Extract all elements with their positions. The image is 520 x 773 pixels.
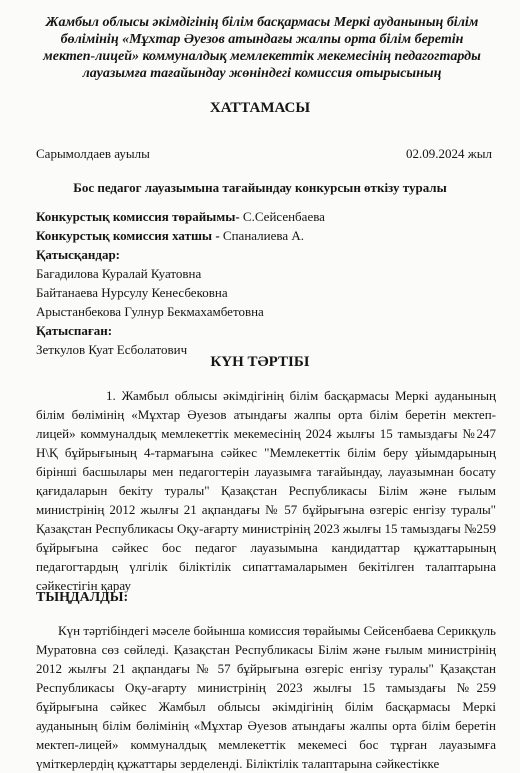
chair-label: Конкурстық комиссия төрайымы-	[36, 209, 240, 224]
document-title: Жамбыл облысы әкімдігінің білім басқармасы Меркі ауданының білім бөлімінің «Мұхтар Әуезов атындағы жалпы орта білім беретін мектеп-лицей» коммуналдық мемлекеттік мекемесінің педагогтарды лауазымға тағайындау жөніндегі комиссия отырысының	[43, 15, 481, 81]
place: Сарымолдаев ауылы	[36, 146, 150, 161]
secretary-line	[36, 226, 496, 245]
agenda-item: 1. Жамбыл облысы әкімдігінің білім басқармасы Меркі ауданының білім бөлімінің «Мұхтар Әуезов атындағы жалпы орта білім беретін мектеп-лицей» коммуналдық мемлекеттік мекемесінің 2024 жылғы 15 тамыздағы №247 Н\Қ бұйрығының 4-тармағына сәйкес "Мемлекеттік білім беру ұйымдарының бірінші басшылары мен педагогтерін лауазымға тағайындау, лауазымнан босату қағидаларын бекіту туралы" Қазақстан Республикасы Білім және ғылым министрінің 2012 жылғы 21 ақпандағы № 57 бұйрығына өзгеріс енгізу туралы" Қазақстан Республикасы Оқу-ағарту министрінің 2023 жылғы 15 тамыздағы №259 бұйрығына сәйкес бос педагог лауазымына кандидаттар құжаттарының педагогтардың үлгілік біліктілік сипаттамаларымен бекітілген талаптарына сәйкестігін қарау	[36, 388, 496, 593]
chair-name: С.Сейсенбаева	[239, 209, 325, 224]
participant-3: Арыстанбекова Гулнур Бекмахамбетовна	[36, 304, 264, 319]
protocol-heading: ХАТТАМАСЫ	[209, 100, 311, 116]
meeting-subject: Бос педагог лауазымына тағайындау конкурсын өткізу туралы	[73, 180, 447, 195]
participant-2: Байтанаева Нурсулу Кенесбековна	[36, 285, 228, 300]
listened-heading: ТЫҢДАЛДЫ:	[36, 590, 129, 605]
chair-line	[36, 207, 496, 226]
date: 02.09.2024 жыл	[406, 146, 492, 161]
secretary-label: Конкурстық комиссия хатшы -	[36, 228, 220, 243]
absent-label: Қатыспаған:	[36, 323, 113, 338]
listened-text: Күн тәртібіндегі мәселе бойынша комиссия төрайымы Сейсенбаева Серикқуль Муратовна сөз сөйледі. Қазақстан Республикасы Білім және ғылым министрінің 2012 жылғы 21 ақпандағы № 57 бұйрығына өзгеріс енгізу туралы" Қазақстан Республикасы Оқу-ағарту министрінің 2023 жылғы 15 тамыздағы №259 бұйрығына сәйкес Жамбыл облысы әкімдігінің білім басқармасы Меркі ауданының білім бөлімінің «Мұхтар Әуезов атындағы жалпы орта білім беретін мектеп-лицей» коммуналдық мемлекеттік мекемесі бос тұрған лауазымға үміткерлердің құжаттары зерделенді. Біліктілік талаптарына сәйкестікке	[36, 623, 496, 771]
participant-1: Багадилова Куралай Куатовна	[36, 266, 202, 281]
agenda-heading: КҮН ТӘРТІБІ	[210, 354, 310, 370]
participants-label: Қатысқандар:	[36, 247, 121, 262]
secretary-name: Спаналиева А.	[219, 228, 305, 243]
attendance-block	[36, 207, 496, 359]
absent-name: Зеткулов Куат Есболатович	[36, 342, 188, 357]
